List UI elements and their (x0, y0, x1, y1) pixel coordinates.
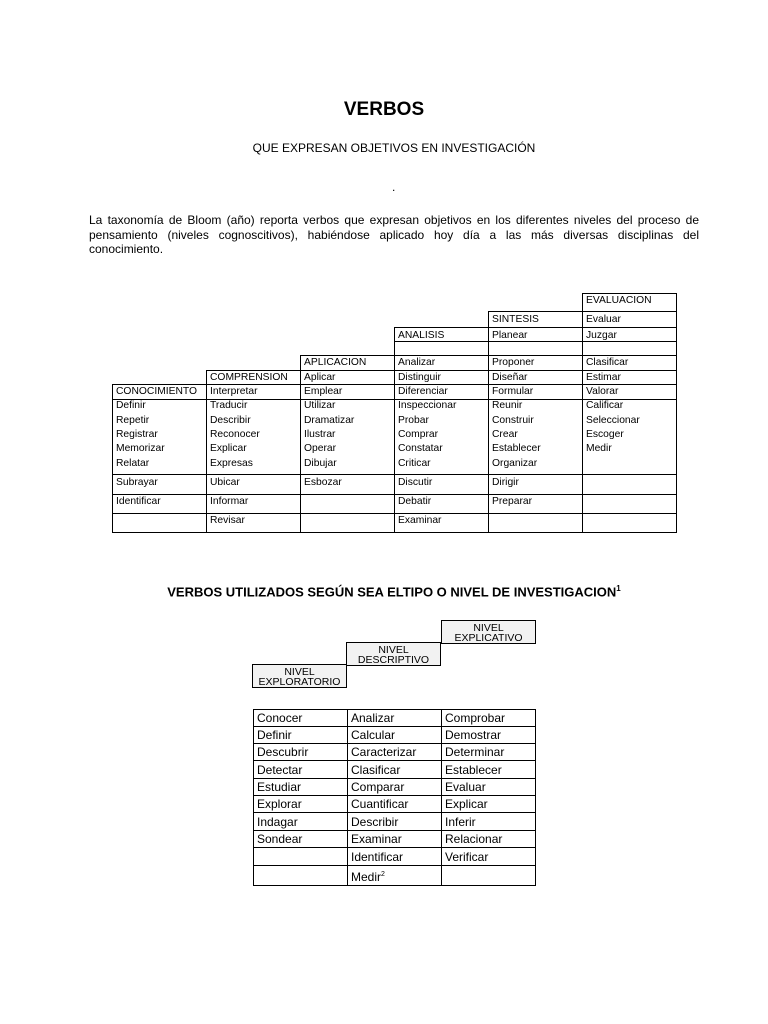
bloom-cell: Preparar (492, 496, 533, 507)
verb-cell: Calcular (351, 728, 396, 742)
bloom-cell: Memorizar (116, 443, 165, 454)
intro-paragraph: La taxonomía de Bloom (año) reporta verbos que expresan objetivos en los diferentes niveles del proceso de pensamiento (niveles cognoscitivos), habiéndose aplicado hoy día a las más diversas disciplinas del conocimiento. (89, 213, 699, 256)
level-exploratorio: NIVEL EXPLORATORIO (252, 664, 347, 688)
bloom-cell: Dramatizar (304, 415, 355, 426)
verb-cell: Verificar (445, 850, 489, 864)
verb-cell: Establecer (445, 763, 502, 777)
verb-cell: Descubrir (257, 745, 309, 759)
bloom-cell: Identificar (116, 496, 161, 507)
verb-cell: Indagar (257, 815, 298, 829)
section2-title: VERBOS UTILIZADOS SEGÚN SEA ELTIPO O NIVEL DE INVESTIGACION$^1$ (167, 584, 621, 600)
bloom-cell: Explicar (210, 443, 247, 454)
verb-cell: Conocer (257, 711, 303, 725)
bloom-cell: Calificar (586, 400, 624, 411)
verb-cell: Determinar (445, 745, 505, 759)
verb-cell: Relacionar (445, 832, 503, 846)
bloom-cell: Esbozar (304, 477, 342, 488)
bloom-header-sintesis: SINTESIS (492, 314, 539, 325)
bloom-cell: Evaluar (586, 314, 621, 325)
verb-cell: Explorar (257, 797, 302, 811)
bloom-cell: Dibujar (304, 458, 337, 469)
bloom-cell: Registrar (116, 429, 158, 440)
bloom-cell: Constatar (398, 443, 443, 454)
bloom-cell: Emplear (304, 386, 343, 397)
bloom-cell: Subrayar (116, 477, 158, 488)
verb-cell: Comprobar (445, 711, 506, 725)
bloom-cell: Construir (492, 415, 534, 426)
verb-cell: Caracterizar (351, 745, 417, 759)
bloom-cell: Definir (116, 400, 146, 411)
bloom-cell: Dirigir (492, 477, 519, 488)
bloom-cell: Valorar (586, 386, 619, 397)
bloom-cell: Organizar (492, 458, 538, 469)
verb-cell: Estudiar (257, 780, 302, 794)
bloom-cell: Relatar (116, 458, 150, 469)
verb-cell: Evaluar (445, 780, 486, 794)
bloom-cell: Crear (492, 429, 518, 440)
bloom-cell: Debatir (398, 496, 432, 507)
bloom-header-analisis: ANALISIS (398, 330, 445, 341)
bloom-cell: Aplicar (304, 372, 336, 383)
bloom-cell: Inspeccionar (398, 400, 457, 411)
verb-cell: Detectar (257, 763, 303, 777)
bloom-cell: Planear (492, 330, 528, 341)
bloom-cell: Comprar (398, 429, 439, 440)
bloom-cell: Establecer (492, 443, 541, 454)
bloom-header-evaluacion: EVALUACION (586, 295, 652, 306)
verb-cell: Inferir (445, 815, 476, 829)
bloom-cell: Escoger (586, 429, 624, 440)
bloom-cell: Discutir (398, 477, 433, 488)
bloom-cell: Seleccionar (586, 415, 640, 426)
bloom-cell: Traducir (210, 400, 248, 411)
bloom-cell: Medir (586, 443, 612, 454)
page-title: VERBOS (343, 99, 425, 120)
verb-cell: Cuantificar (351, 797, 409, 811)
bloom-cell: Ilustrar (304, 429, 336, 440)
bloom-cell: Interpretar (210, 386, 258, 397)
bloom-cell: Distinguir (398, 372, 441, 383)
bloom-cell: Expresas (210, 458, 253, 469)
level-descriptivo: NIVEL DESCRIPTIVO (346, 642, 441, 666)
bloom-cell: Criticar (398, 458, 431, 469)
bloom-cell: Revisar (210, 515, 245, 526)
bloom-cell: Repetir (116, 415, 150, 426)
bloom-cell: Utilizar (304, 400, 336, 411)
dot-mark: . (392, 180, 396, 194)
bloom-cell: Estimar (586, 372, 621, 383)
verb-cell: Sondear (257, 832, 303, 846)
verb-cell: Explicar (445, 797, 488, 811)
page-subtitle: QUE EXPRESAN OBJETIVOS EN INVESTIGACIÓN (252, 141, 536, 155)
level-explicativo: NIVEL EXPLICATIVO (441, 620, 536, 644)
bloom-cell: Examinar (398, 515, 442, 526)
bloom-cell: Formular (492, 386, 534, 397)
verb-cell-medir: Medir$^2$ (351, 870, 385, 884)
bloom-cell: Juzgar (586, 330, 617, 341)
verb-cell: Demostrar (445, 728, 502, 742)
bloom-cell: Probar (398, 415, 429, 426)
bloom-cell: Proponer (492, 357, 535, 368)
verb-cell: Analizar (351, 711, 395, 725)
verb-cell: Describir (351, 815, 399, 829)
bloom-cell: Ubicar (210, 477, 240, 488)
bloom-cell: Analizar (398, 357, 436, 368)
bloom-header-comprension: COMPRENSION (210, 372, 288, 383)
bloom-cell: Describir (210, 415, 251, 426)
verb-cell: Examinar (351, 832, 402, 846)
bloom-header-conocimiento: CONOCIMIENTO (116, 386, 198, 397)
bloom-cell: Reunir (492, 400, 523, 411)
verb-cell: Definir (257, 728, 292, 742)
bloom-header-aplicacion: APLICACION (304, 357, 367, 368)
bloom-cell: Informar (210, 496, 249, 507)
verb-cell: Clasificar (351, 763, 401, 777)
bloom-cell: Diseñar (492, 372, 528, 383)
bloom-cell: Diferenciar (398, 386, 448, 397)
bloom-cell: Operar (304, 443, 337, 454)
bloom-cell: Clasificar (586, 357, 629, 368)
verb-cell: Comparar (351, 780, 405, 794)
bloom-cell: Reconocer (210, 429, 260, 440)
verb-cell: Identificar (351, 850, 404, 864)
